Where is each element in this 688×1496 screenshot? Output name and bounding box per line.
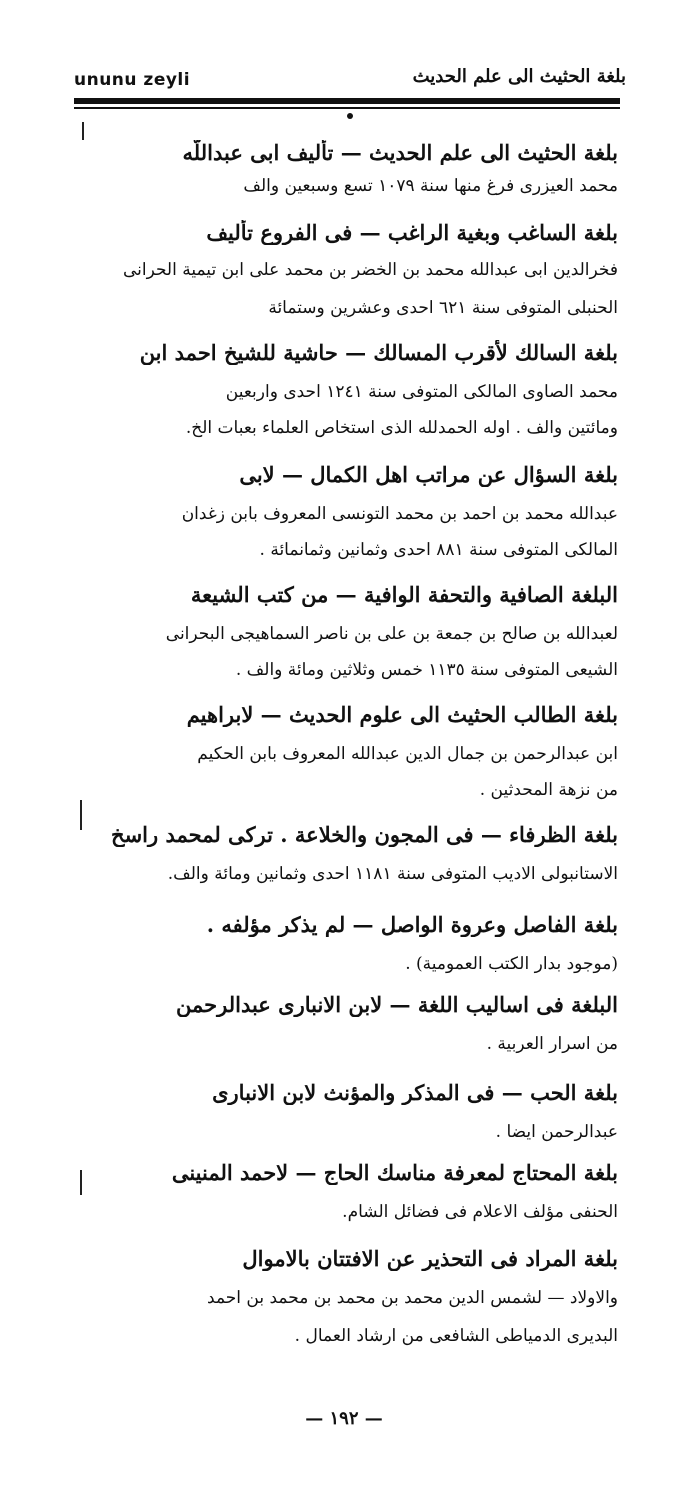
entry-title-line: بلغة الفاصل وعروة الواصل — لم يذكر مؤلفه . [206, 912, 618, 937]
entry-body-line: فخرالدين ابى عبدالله محمد بن الخضر بن محمد على ابن تيمية الحرانى [122, 260, 618, 280]
margin-mark [80, 800, 82, 830]
entry-body-line: والاولاد — لشمس الدين محمد بن محمد بن محمد بن احمد [207, 1288, 618, 1308]
entry-title-line: بلغة الظرفاء — فى المجون والخلاعة . تركى لمحمد راسخ [111, 822, 618, 847]
entry-body-line: ومائتين والف . اوله الحمدلله الذى استخاص العلماء بعبات الخ. [185, 418, 618, 438]
entry-title-line: بلغة الحب — فى المذكر والمؤنث لابن الانبارى [212, 1080, 618, 1105]
header-rule-thin [74, 107, 620, 109]
entry-title-line: البلغة الصافية والتحفة الوافية — من كتب الشيعة [190, 582, 618, 607]
entry-body-line: محمد العيزرى فرغ منها سنة ١٠٧٩ تسع وسبعين والف [243, 176, 618, 196]
page-number: — ١٩٢ — [305, 1408, 383, 1429]
entry-body-line: الشيعى المتوفى سنة ١١٣٥ خمس وثلاثين ومائة والف . [235, 660, 618, 680]
entry-title-line: بلغة الحثيث الى علم الحديث — تأليف ابى عبداللّه [182, 140, 618, 165]
header-left-text: ununu zeyli [74, 70, 191, 90]
entry-title-line: البلغة فى اساليب اللغة — لابن الانبارى عبدالرحمن [176, 992, 618, 1017]
header-running-title: بلغة الحثيث الى علم الحديث [412, 66, 626, 87]
entry-title-line: بلغة السؤال عن مراتب اهل الكمال — لابى [239, 462, 618, 487]
entry-body-line: الاستانبولى الاديب المتوفى سنة ١١٨١ احدى وثمانين ومائة والف. [167, 864, 618, 884]
entry-body-line: المالكى المتوفى سنة ٨٨١ احدى وثمانين وثمانمائة . [259, 540, 618, 560]
margin-mark [82, 122, 84, 140]
entry-body-line: الحنبلى المتوفى سنة ٦٢١ احدى وعشرين وستمائة [268, 298, 618, 318]
entry-title-line: بلغة الساغب وبغية الراغب — فى الفروع تأليف [206, 220, 618, 245]
entry-body-line: من نزهة المحدثين . [479, 780, 618, 800]
entry-body-line: عبدالرحمن ايضا . [495, 1122, 618, 1142]
entry-body-line: (موجود بدار الكتب العمومية) . [405, 954, 618, 974]
margin-mark [80, 1170, 82, 1195]
entry-title-line: بلغة المراد فى التحذير عن الافتتان بالاموال [242, 1246, 618, 1271]
ornament-dot [347, 113, 353, 119]
entry-body-line: الحنفى مؤلف الاعلام فى فضائل الشام. [342, 1202, 618, 1222]
entry-body-line: لعبدالله بن صالح بن جمعة بن على بن ناصر السماهيجى البحرانى [165, 624, 618, 644]
entry-title-line: بلغة الطالب الحثيث الى علوم الحديث — لابراهيم [186, 702, 618, 727]
entry-body-line: محمد الصاوى المالكى المتوفى سنة ١٢٤١ احدى واربعين [225, 382, 618, 402]
header-rule-thick [74, 98, 620, 104]
entry-body-line: من اسرار العربية . [486, 1034, 618, 1054]
entry-body-line: عبدالله محمد بن احمد بن محمد التونسى المعروف بابن زغدان [181, 504, 618, 524]
entry-body-line: البديرى الدمياطى الشافعى من ارشاد العمال . [294, 1326, 618, 1346]
entry-title-line: بلغة المحتاج لمعرفة مناسك الحاج — لاحمد المنينى [171, 1160, 618, 1185]
entry-body-line: ابن عبدالرحمن بن جمال الدين عبدالله المعروف بابن الحكيم [197, 744, 618, 764]
entry-title-line: بلغة السالك لأقرب المسالك — حاشية للشيخ احمد ابن [139, 340, 618, 365]
